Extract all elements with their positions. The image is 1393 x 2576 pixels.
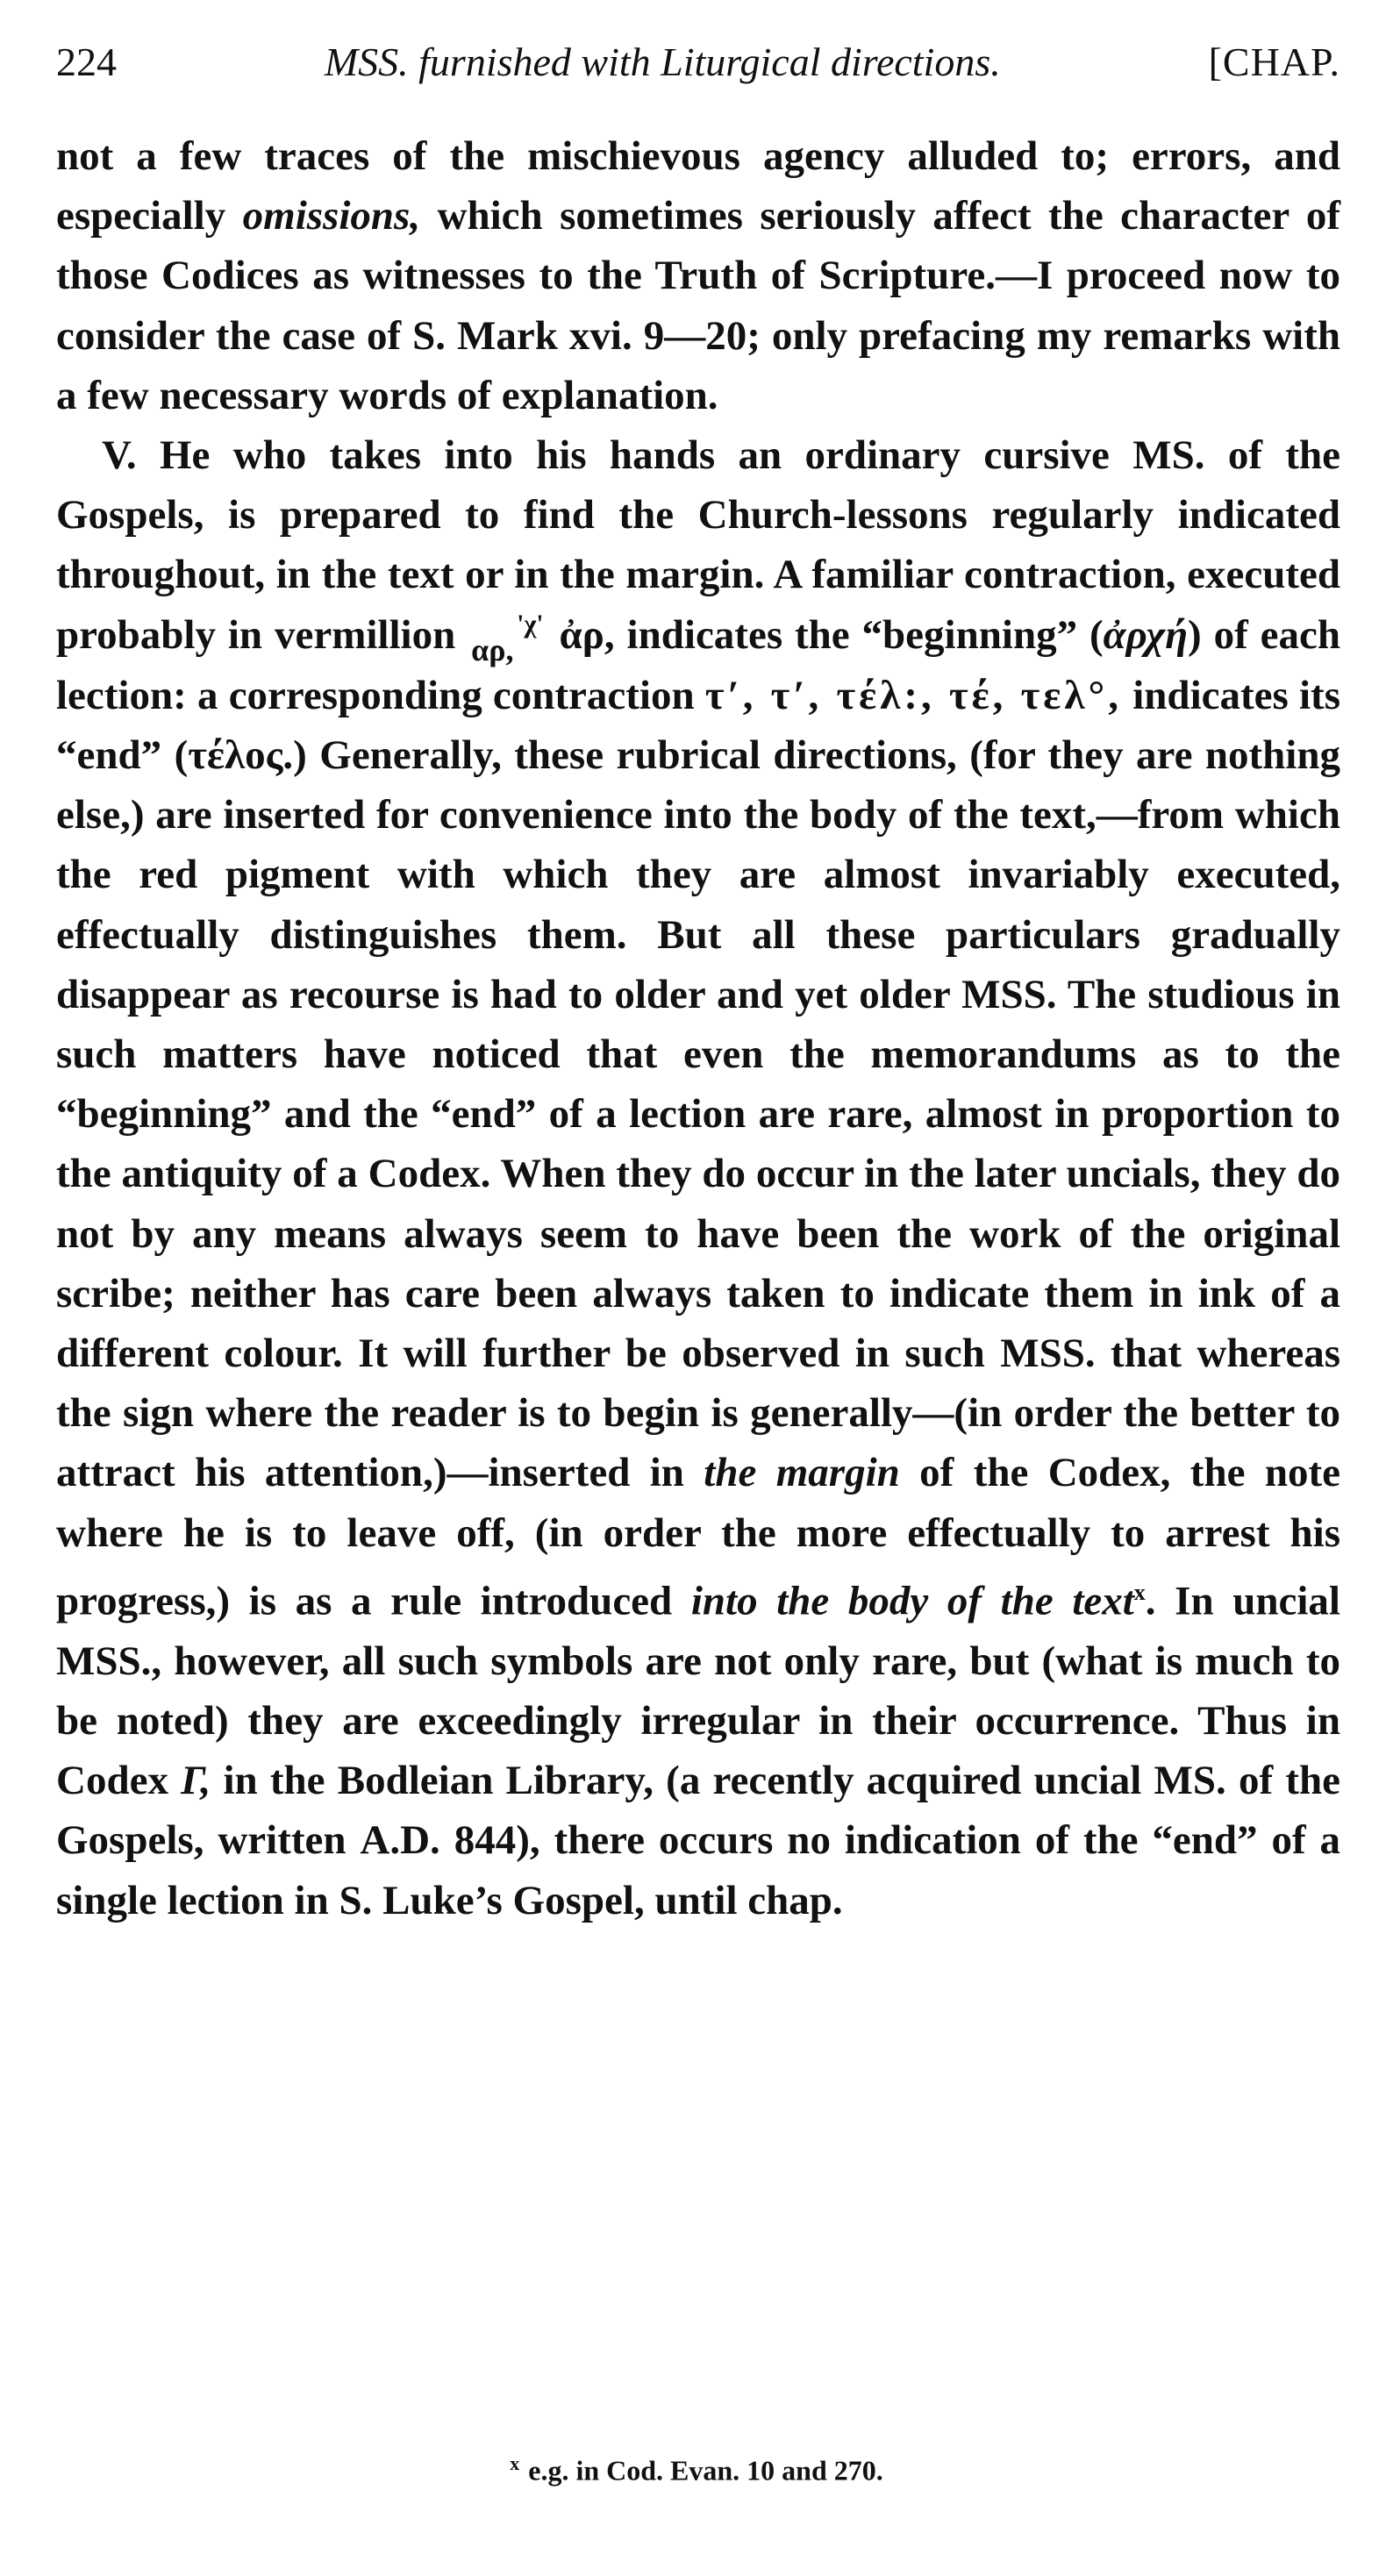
paragraph-2: V. He who takes into his hands an ordinary cursive MS. of the Gospels, is prepared to find the Church-lessons regularly indicated throughout, in the text or in the margin. A familiar contraction, executed probably in vermillion 'χ' αρ, ἀρ, indicates the “beginning” (ἀρχή) of each lection: a corresponding contraction τ′, τ′, τέλ:, τέ, τελ°, indicates its “end” (τέλος.) Generally, these rubrical directions, (for they are nothing else,) are inserted for convenience into the body of the text,—from which the red pigment with which they are almost invariably executed, effectually distinguishes them. But all these particulars gradually disappear as recourse is had to older and yet older MSS. The studious in such matters have noticed that even the memorandums as to the “beginning” and the “end” of a lection are rare, almost in proportion to the antiquity of a Codex. When they do occur in the later uncials, they do not by any means always seem to have been the work of the original scribe; neither has care been always taken to indicate them in ink of a different colour. It will further be observed in such MSS. that whereas the sign where the reader is to begin is generally—(in order the better to attract his attention,)—inserted in the margin of the Codex, the note where he is to leave off, (in order the more effectually to arrest his progress,) is as a rule introduced into the body of the text$^x$. In uncial MSS., however, all such symbols are not only rare, but (what is much to be noted) they are exceedingly irregular in their occurrence. Thus in Codex Γ, in the Bodleian Library, (a recently acquired uncial MS. of the Gospels, written A.D. 844), there occurs no indication of the “end” of a single lection in S. Luke’s Gospel, until chap. (56, 432, 1340, 1923)
footnote (0, 2452, 1393, 2487)
running-title: MSS. furnished with Liturgical directions. (324, 39, 1001, 84)
footnote-mark: x (510, 2452, 520, 2474)
main-text (56, 126, 1340, 1930)
telos-contractions: τ′, τ′, τέλ:, τέ, τελ°, (704, 672, 1123, 718)
footnote-reference: x (1133, 1579, 1146, 1605)
footnote-text: e.g. in Cod. Evan. 10 and 270. (528, 2454, 883, 2487)
arche-contraction: 'χ' αρ, (471, 609, 544, 667)
chapter-label: [CHAP. (1208, 39, 1340, 84)
page-number: 224 (56, 39, 117, 84)
running-header (56, 32, 1340, 93)
paragraph-1: not a few traces of the mischievous agency alluded to; errors, and especially omissions, which sometimes seriously affect the character of those Codices as witnesses to the Truth of Scripture.—I proceed now to consider the case of S. Mark xvi. 9—20; only prefacing my remarks with a few necessary words of explanation. (56, 133, 1340, 418)
